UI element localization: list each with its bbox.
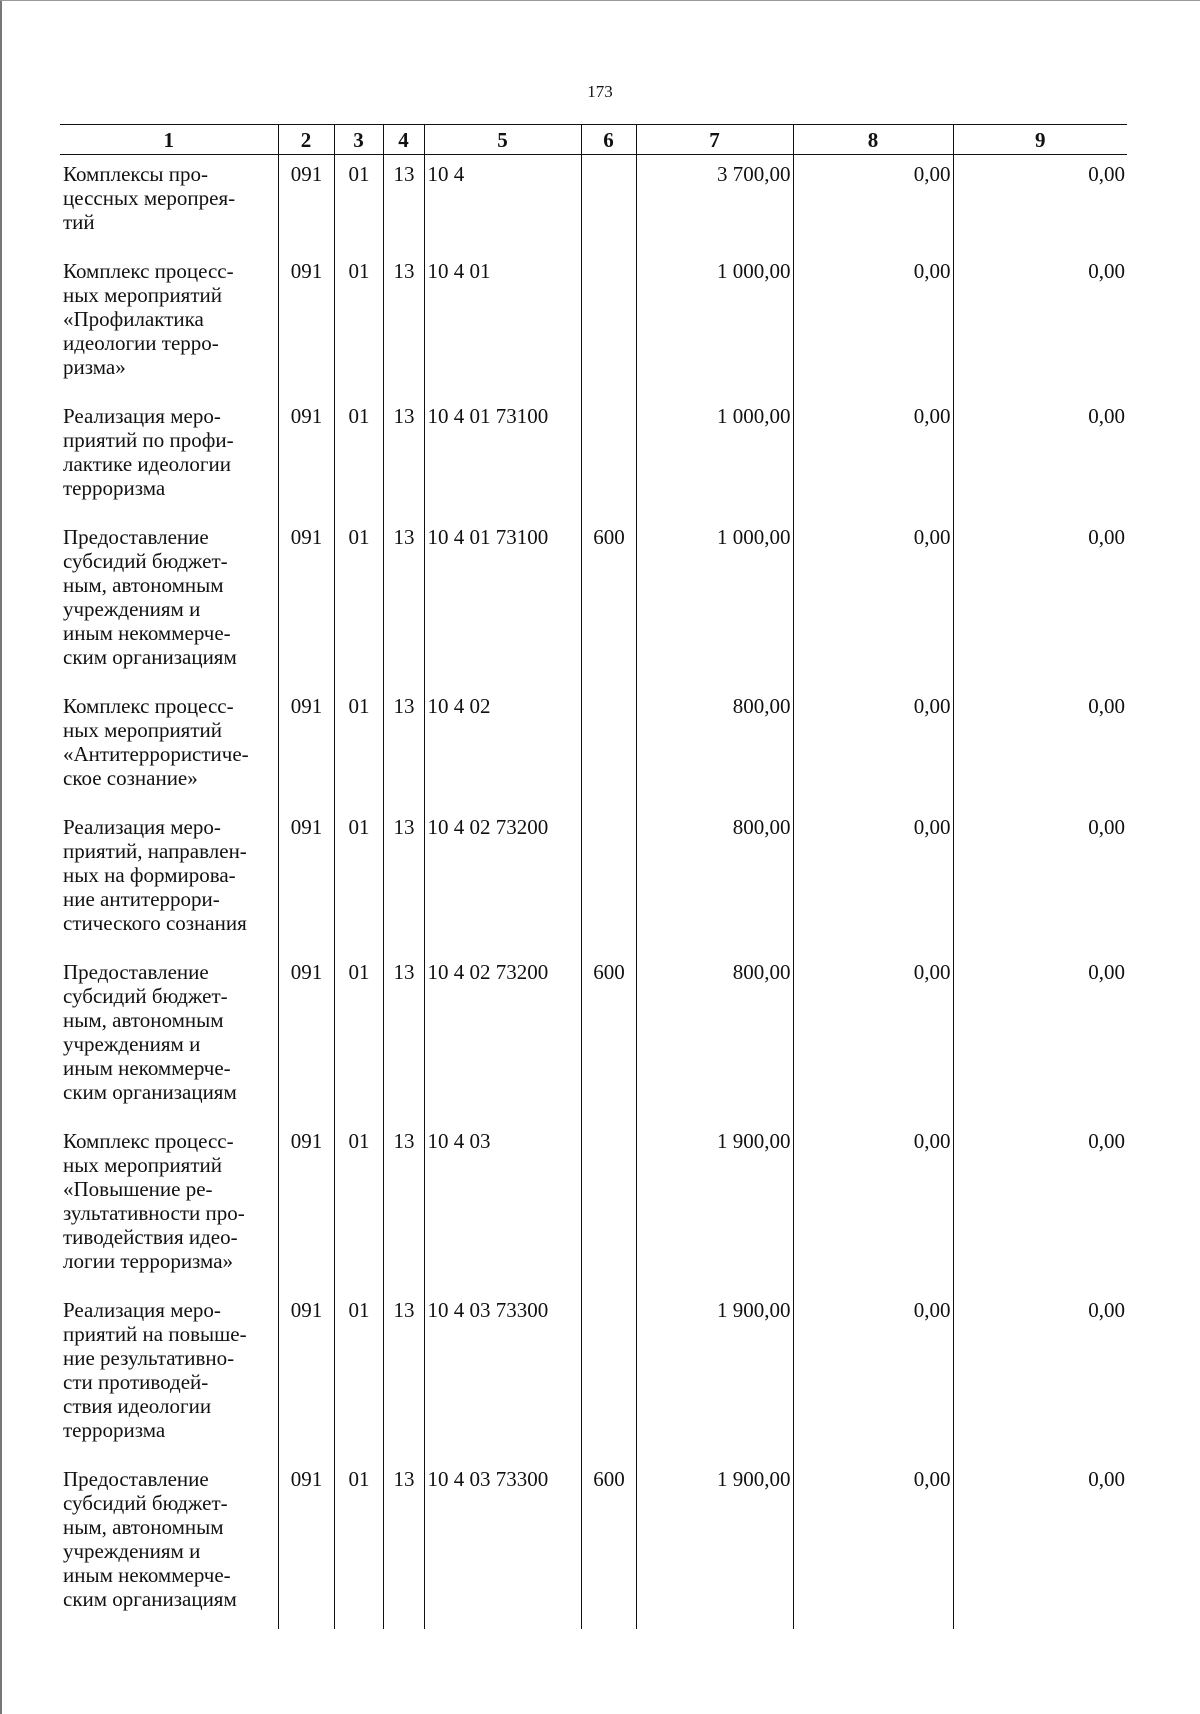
header-col-5: 5 (424, 125, 581, 155)
row-expense-type (581, 155, 636, 253)
row-amount-col7: 800,00 (636, 687, 793, 808)
table-row (60, 518, 1127, 687)
header-col-3: 3 (334, 125, 383, 155)
row-amount-col8: 0,00 (793, 1122, 953, 1291)
header-col-9: 9 (953, 125, 1127, 155)
row-subsection-code: 13 (383, 518, 424, 687)
row-ministry-code: 091 (278, 397, 334, 518)
row-name: Комплекс процесс- ных мероприятий «Повышение ре- зультативности про- тиводействия идео- логии терроризма» (60, 1122, 278, 1291)
row-ministry-code: 091 (278, 518, 334, 687)
row-expense-type (581, 252, 636, 397)
row-subsection-code: 13 (383, 1460, 424, 1629)
table-header (60, 125, 1127, 155)
page-edge-top (0, 0, 1200, 1)
table-row (60, 1291, 1127, 1460)
row-subsection-code: 13 (383, 397, 424, 518)
row-amount-col9: 0,00 (953, 953, 1127, 1122)
row-amount-col9: 0,00 (953, 155, 1127, 253)
row-section-code: 01 (334, 808, 383, 953)
row-amount-col8: 0,00 (793, 808, 953, 953)
row-expense-type: 600 (581, 518, 636, 687)
header-col-4: 4 (383, 125, 424, 155)
row-amount-col9: 0,00 (953, 1460, 1127, 1629)
row-amount-col7: 800,00 (636, 808, 793, 953)
row-name: Предоставление субсидий бюджет- ным, автономным учреждениям и иным некоммерче- ским организациям (60, 518, 278, 687)
row-target-article: 10 4 01 73100 (424, 397, 581, 518)
row-subsection-code: 13 (383, 155, 424, 253)
row-amount-col7: 3 700,00 (636, 155, 793, 253)
header-col-7: 7 (636, 125, 793, 155)
table-body (60, 155, 1127, 1630)
row-name: Предоставление субсидий бюджет- ным, автономным учреждениям и иным некоммерче- ским организациям (60, 953, 278, 1122)
table-row (60, 687, 1127, 808)
row-ministry-code: 091 (278, 252, 334, 397)
header-col-1: 1 (60, 125, 278, 155)
row-target-article: 10 4 01 (424, 252, 581, 397)
header-col-8: 8 (793, 125, 953, 155)
page-number: 173 (587, 82, 613, 101)
row-section-code: 01 (334, 687, 383, 808)
row-amount-col7: 1 900,00 (636, 1122, 793, 1291)
table-row (60, 252, 1127, 397)
row-amount-col9: 0,00 (953, 397, 1127, 518)
row-expense-type (581, 1122, 636, 1291)
row-amount-col9: 0,00 (953, 1122, 1127, 1291)
row-section-code: 01 (334, 155, 383, 253)
row-amount-col9: 0,00 (953, 518, 1127, 687)
row-amount-col8: 0,00 (793, 397, 953, 518)
table-row (60, 1460, 1127, 1629)
row-amount-col9: 0,00 (953, 687, 1127, 808)
row-amount-col7: 800,00 (636, 953, 793, 1122)
row-name: Реализация меро- приятий по профи- лактике идеологии терроризма (60, 397, 278, 518)
row-target-article: 10 4 02 (424, 687, 581, 808)
row-name: Реализация меро- приятий, направлен- ных на формирова- ние антитеррори- стического сознания (60, 808, 278, 953)
row-amount-col9: 0,00 (953, 252, 1127, 397)
budget-table (60, 124, 1127, 1629)
row-section-code: 01 (334, 252, 383, 397)
row-amount-col8: 0,00 (793, 518, 953, 687)
row-amount-col7: 1 900,00 (636, 1291, 793, 1460)
row-ministry-code: 091 (278, 155, 334, 253)
row-ministry-code: 091 (278, 687, 334, 808)
row-section-code: 01 (334, 1291, 383, 1460)
table-row (60, 397, 1127, 518)
row-ministry-code: 091 (278, 1460, 334, 1629)
row-subsection-code: 13 (383, 252, 424, 397)
row-amount-col8: 0,00 (793, 687, 953, 808)
row-amount-col7: 1 900,00 (636, 1460, 793, 1629)
header-col-2: 2 (278, 125, 334, 155)
table-row (60, 953, 1127, 1122)
row-target-article: 10 4 03 73300 (424, 1291, 581, 1460)
row-ministry-code: 091 (278, 1291, 334, 1460)
row-ministry-code: 091 (278, 953, 334, 1122)
row-subsection-code: 13 (383, 808, 424, 953)
row-section-code: 01 (334, 953, 383, 1122)
header-col-6: 6 (581, 125, 636, 155)
row-name: Предоставление субсидий бюджет- ным, автономным учреждениям и иным некоммерче- ским организациям (60, 1460, 278, 1629)
row-ministry-code: 091 (278, 1122, 334, 1291)
row-target-article: 10 4 03 (424, 1122, 581, 1291)
row-expense-type: 600 (581, 1460, 636, 1629)
row-expense-type (581, 1291, 636, 1460)
row-amount-col7: 1 000,00 (636, 252, 793, 397)
table-row (60, 808, 1127, 953)
row-target-article: 10 4 01 73100 (424, 518, 581, 687)
row-amount-col8: 0,00 (793, 953, 953, 1122)
row-name: Комплекс процесс- ных мероприятий «Антитеррористиче- ское сознание» (60, 687, 278, 808)
row-subsection-code: 13 (383, 953, 424, 1122)
row-expense-type: 600 (581, 953, 636, 1122)
row-section-code: 01 (334, 1460, 383, 1629)
row-name: Комплексы про- цессных меропрея- тий (60, 155, 278, 253)
row-ministry-code: 091 (278, 808, 334, 953)
row-amount-col8: 0,00 (793, 1460, 953, 1629)
row-amount-col9: 0,00 (953, 1291, 1127, 1460)
row-name: Реализация меро- приятий на повыше- ние результативно- сти противодей- ствия идеологии терроризма (60, 1291, 278, 1460)
row-subsection-code: 13 (383, 1291, 424, 1460)
row-subsection-code: 13 (383, 1122, 424, 1291)
row-target-article: 10 4 03 73300 (424, 1460, 581, 1629)
row-section-code: 01 (334, 1122, 383, 1291)
page-edge-left (0, 0, 2, 1714)
table-row (60, 1122, 1127, 1291)
row-section-code: 01 (334, 397, 383, 518)
row-amount-col9: 0,00 (953, 808, 1127, 953)
row-amount-col7: 1 000,00 (636, 397, 793, 518)
row-target-article: 10 4 02 73200 (424, 953, 581, 1122)
row-amount-col8: 0,00 (793, 252, 953, 397)
header-row (60, 125, 1127, 155)
row-subsection-code: 13 (383, 687, 424, 808)
row-expense-type (581, 687, 636, 808)
row-amount-col8: 0,00 (793, 155, 953, 253)
table-row (60, 155, 1127, 253)
row-target-article: 10 4 02 73200 (424, 808, 581, 953)
row-expense-type (581, 397, 636, 518)
row-target-article: 10 4 (424, 155, 581, 253)
row-section-code: 01 (334, 518, 383, 687)
row-amount-col7: 1 000,00 (636, 518, 793, 687)
row-name: Комплекс процесс- ных мероприятий «Профилактика идеологии терро- ризма» (60, 252, 278, 397)
row-amount-col8: 0,00 (793, 1291, 953, 1460)
row-expense-type (581, 808, 636, 953)
